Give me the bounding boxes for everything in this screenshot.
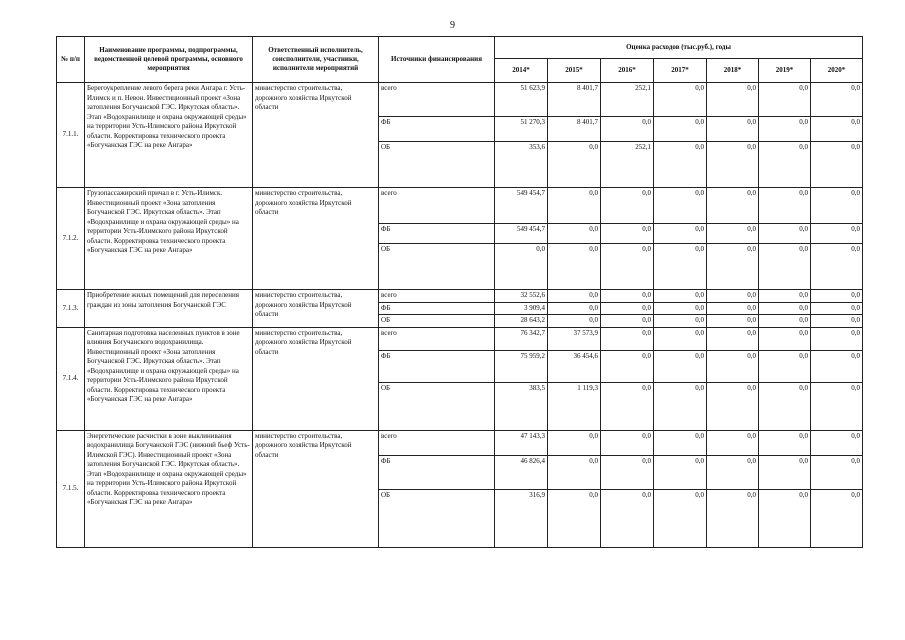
expense-value: 0,0 bbox=[654, 489, 707, 547]
expense-value: 0,0 bbox=[654, 302, 707, 315]
funding-source: ФБ bbox=[379, 117, 495, 142]
expense-value: 353,6 bbox=[495, 142, 548, 188]
expense-value: 75 959,2 bbox=[495, 350, 548, 382]
funding-source: ФБ bbox=[379, 350, 495, 382]
expense-value: 252,1 bbox=[601, 142, 654, 188]
expense-value: 0,0 bbox=[548, 489, 601, 547]
expense-value: 0,0 bbox=[707, 302, 759, 315]
table-row bbox=[57, 430, 863, 455]
expense-value: 0,0 bbox=[811, 290, 863, 303]
row-name: Берегоукрепление левого берега реки Ангара г. Усть-Илимск и п. Невон. Инвестиционный проект «Зона затопления Богучанской ГЭС. Иркутская область». Этап «Водохранилище и охрана окружающей среды» на территории Усть-Илимского района Иркутской области. Корректировка технического проекта «Богучанская ГЭС на реке Ангара» bbox=[85, 83, 253, 188]
funding-source: всего bbox=[379, 290, 495, 303]
expense-value: 0,0 bbox=[601, 430, 654, 455]
expense-value: 0,0 bbox=[707, 315, 759, 328]
expense-value: 0,0 bbox=[548, 244, 601, 290]
expense-value: 0,0 bbox=[811, 244, 863, 290]
table-row bbox=[57, 188, 863, 224]
expense-value: 0,0 bbox=[707, 489, 759, 547]
header-executor: Ответственный исполнитель, соисполнители, участники, исполнители мероприятий bbox=[253, 37, 379, 83]
header-estimate: Оценка расходов (тыс.руб.), годы bbox=[495, 37, 863, 59]
expense-value: 0,0 bbox=[601, 350, 654, 382]
page-number: 9 bbox=[450, 20, 455, 31]
row-code: 7.1.2. bbox=[57, 188, 85, 290]
row-code: 7.1.3. bbox=[57, 290, 85, 328]
expense-value: 0,0 bbox=[654, 327, 707, 350]
header-year: 2018* bbox=[707, 59, 759, 83]
funding-source: ФБ bbox=[379, 455, 495, 489]
expense-value: 28 643,2 bbox=[495, 315, 548, 328]
expense-value: 1 119,3 bbox=[548, 382, 601, 430]
expense-value: 0,0 bbox=[548, 290, 601, 303]
expense-value: 0,0 bbox=[654, 350, 707, 382]
expense-value: 0,0 bbox=[654, 430, 707, 455]
expense-value: 0,0 bbox=[759, 302, 811, 315]
expense-value: 0,0 bbox=[707, 188, 759, 224]
expense-value: 0,0 bbox=[548, 455, 601, 489]
row-executor: министерство строительства, дорожного хозяйства Иркутской области bbox=[253, 290, 379, 328]
row-executor: министерство строительства, дорожного хозяйства Иркутской области bbox=[253, 83, 379, 188]
row-name: Грузопассажирский причал в г. Усть-Илимск. Инвестиционный проект «Зона затопления Богучанской ГЭС. Иркутская область». Этап «Водохранилище и охрана окружающей среды» на территории Усть-Илимского района Иркутской области. Корректировка технического проекта «Богучанская ГЭС на реке Ангара» bbox=[85, 188, 253, 290]
funding-source: ОБ bbox=[379, 489, 495, 547]
expense-value: 0,0 bbox=[601, 244, 654, 290]
row-code: 7.1.4. bbox=[57, 327, 85, 430]
expense-value: 0,0 bbox=[601, 455, 654, 489]
expense-value: 252,1 bbox=[601, 83, 654, 117]
table-row bbox=[57, 290, 863, 303]
header-number: № п/п bbox=[57, 37, 85, 83]
funding-source: всего bbox=[379, 83, 495, 117]
expense-value: 0,0 bbox=[707, 224, 759, 244]
expense-value: 549 454,7 bbox=[495, 224, 548, 244]
expense-value: 0,0 bbox=[654, 455, 707, 489]
header-year: 2015* bbox=[548, 59, 601, 83]
expense-value: 0,0 bbox=[759, 430, 811, 455]
expense-value: 0,0 bbox=[759, 142, 811, 188]
header-year: 2020* bbox=[811, 59, 863, 83]
expense-value: 0,0 bbox=[707, 83, 759, 117]
expense-value: 0,0 bbox=[601, 489, 654, 547]
row-name: Приобретение жилых помещений для переселения граждан из зоны затопления Богучанской ГЭС bbox=[85, 290, 253, 328]
table-row bbox=[57, 83, 863, 117]
funding-source: ОБ bbox=[379, 382, 495, 430]
expense-value: 0,0 bbox=[548, 224, 601, 244]
expense-value: 47 143,3 bbox=[495, 430, 548, 455]
expense-value: 0,0 bbox=[811, 327, 863, 350]
header-year: 2014* bbox=[495, 59, 548, 83]
expense-value: 0,0 bbox=[654, 142, 707, 188]
row-name: Санитарная подготовка населенных пунктов в зоне влияния Богучанского водохранилища. Инвестиционный проект «Зона затопления Богучанской ГЭС. Иркутская область». Этап «Водохранилище и охрана окружающей среды» на территории Усть-Илимского района Иркутской области. Корректировка технического проекта «Богучанская ГЭС на реке Ангара» bbox=[85, 327, 253, 430]
expense-value: 32 552,6 bbox=[495, 290, 548, 303]
expense-value: 51 623,9 bbox=[495, 83, 548, 117]
funding-source: всего bbox=[379, 327, 495, 350]
funding-source: всего bbox=[379, 430, 495, 455]
row-code: 7.1.5. bbox=[57, 430, 85, 547]
expense-value: 0,0 bbox=[654, 224, 707, 244]
expense-value: 0,0 bbox=[707, 382, 759, 430]
expense-value: 0,0 bbox=[654, 382, 707, 430]
expense-value: 3 909,4 bbox=[495, 302, 548, 315]
expense-value: 0,0 bbox=[707, 327, 759, 350]
expense-value: 0,0 bbox=[548, 188, 601, 224]
table-row bbox=[57, 327, 863, 350]
expense-value: 0,0 bbox=[811, 489, 863, 547]
expense-value: 46 826,4 bbox=[495, 455, 548, 489]
expense-value: 0,0 bbox=[811, 382, 863, 430]
expense-table bbox=[56, 36, 863, 548]
row-executor: министерство строительства, дорожного хозяйства Иркутской области bbox=[253, 327, 379, 430]
expense-value: 0,0 bbox=[759, 489, 811, 547]
row-executor: министерство строительства, дорожного хозяйства Иркутской области bbox=[253, 430, 379, 547]
expense-value: 0,0 bbox=[707, 455, 759, 489]
funding-source: ОБ bbox=[379, 244, 495, 290]
expense-value: 0,0 bbox=[811, 83, 863, 117]
expense-value: 0,0 bbox=[811, 224, 863, 244]
expense-value: 0,0 bbox=[601, 188, 654, 224]
expense-value: 0,0 bbox=[811, 430, 863, 455]
expense-value: 0,0 bbox=[548, 302, 601, 315]
expense-value: 0,0 bbox=[654, 315, 707, 328]
expense-value: 0,0 bbox=[759, 290, 811, 303]
expense-value: 0,0 bbox=[707, 290, 759, 303]
expense-value: 0,0 bbox=[601, 290, 654, 303]
row-code: 7.1.1. bbox=[57, 83, 85, 188]
header-year: 2019* bbox=[759, 59, 811, 83]
expense-value: 0,0 bbox=[759, 117, 811, 142]
header-year: 2016* bbox=[601, 59, 654, 83]
expense-value: 0,0 bbox=[548, 430, 601, 455]
expense-value: 0,0 bbox=[654, 188, 707, 224]
expense-value: 0,0 bbox=[601, 224, 654, 244]
expense-value: 0,0 bbox=[759, 244, 811, 290]
expense-value: 0,0 bbox=[601, 302, 654, 315]
expense-value: 0,0 bbox=[811, 188, 863, 224]
funding-source: ОБ bbox=[379, 142, 495, 188]
expense-value: 0,0 bbox=[811, 302, 863, 315]
expense-value: 76 342,7 bbox=[495, 327, 548, 350]
funding-source: ФБ bbox=[379, 302, 495, 315]
expense-value: 0,0 bbox=[548, 315, 601, 328]
expense-value: 0,0 bbox=[811, 350, 863, 382]
expense-value: 51 270,3 bbox=[495, 117, 548, 142]
expense-value: 0,0 bbox=[601, 382, 654, 430]
funding-source: всего bbox=[379, 188, 495, 224]
expense-value: 0,0 bbox=[759, 455, 811, 489]
expense-value: 0,0 bbox=[654, 290, 707, 303]
header-name: Наименование программы, подпрограммы, ведомственной целевой программы, основного мероприятия bbox=[85, 37, 253, 83]
expense-value: 0,0 bbox=[811, 315, 863, 328]
expense-value: 8 401,7 bbox=[548, 83, 601, 117]
expense-value: 0,0 bbox=[495, 244, 548, 290]
expense-value: 36 454,6 bbox=[548, 350, 601, 382]
expense-value: 0,0 bbox=[759, 327, 811, 350]
expense-value: 0,0 bbox=[654, 244, 707, 290]
expense-value: 0,0 bbox=[759, 224, 811, 244]
header-source: Источники финансирования bbox=[379, 37, 495, 83]
expense-value: 0,0 bbox=[759, 188, 811, 224]
row-name: Энергетические расчистки в зоне выклинивания водохранилища Богучанской ГЭС (нижний бьеф Усть-Илимской ГЭС). Инвестиционный проект «Зона затопления Богучанской ГЭС. Иркутская область». Этап «Водохранилище и охрана окружающей среды» на территории Усть-Илимского района Иркутской области. Корректировка технического проекта «Богучанская ГЭС на реке Ангара» bbox=[85, 430, 253, 547]
header-year: 2017* bbox=[654, 59, 707, 83]
expense-value: 0,0 bbox=[601, 327, 654, 350]
expense-value: 0,0 bbox=[707, 117, 759, 142]
expense-value: 0,0 bbox=[707, 350, 759, 382]
expense-value: 0,0 bbox=[759, 382, 811, 430]
expense-value: 0,0 bbox=[601, 117, 654, 142]
expense-value: 0,0 bbox=[759, 83, 811, 117]
expense-value: 0,0 bbox=[759, 350, 811, 382]
expense-value: 0,0 bbox=[759, 315, 811, 328]
row-executor: министерство строительства, дорожного хозяйства Иркутской области bbox=[253, 188, 379, 290]
expense-value: 0,0 bbox=[601, 315, 654, 328]
expense-value: 8 401,7 bbox=[548, 117, 601, 142]
expense-value: 316,9 bbox=[495, 489, 548, 547]
expense-value: 383,5 bbox=[495, 382, 548, 430]
expense-value: 0,0 bbox=[811, 117, 863, 142]
expense-value: 0,0 bbox=[654, 83, 707, 117]
expense-value: 0,0 bbox=[707, 142, 759, 188]
funding-source: ФБ bbox=[379, 224, 495, 244]
expense-value: 0,0 bbox=[707, 430, 759, 455]
funding-source: ОБ bbox=[379, 315, 495, 328]
expense-value: 37 573,9 bbox=[548, 327, 601, 350]
expense-value: 0,0 bbox=[548, 142, 601, 188]
expense-value: 0,0 bbox=[654, 117, 707, 142]
expense-value: 0,0 bbox=[811, 142, 863, 188]
expense-value: 0,0 bbox=[707, 244, 759, 290]
expense-value: 0,0 bbox=[811, 455, 863, 489]
expense-value: 549 454,7 bbox=[495, 188, 548, 224]
